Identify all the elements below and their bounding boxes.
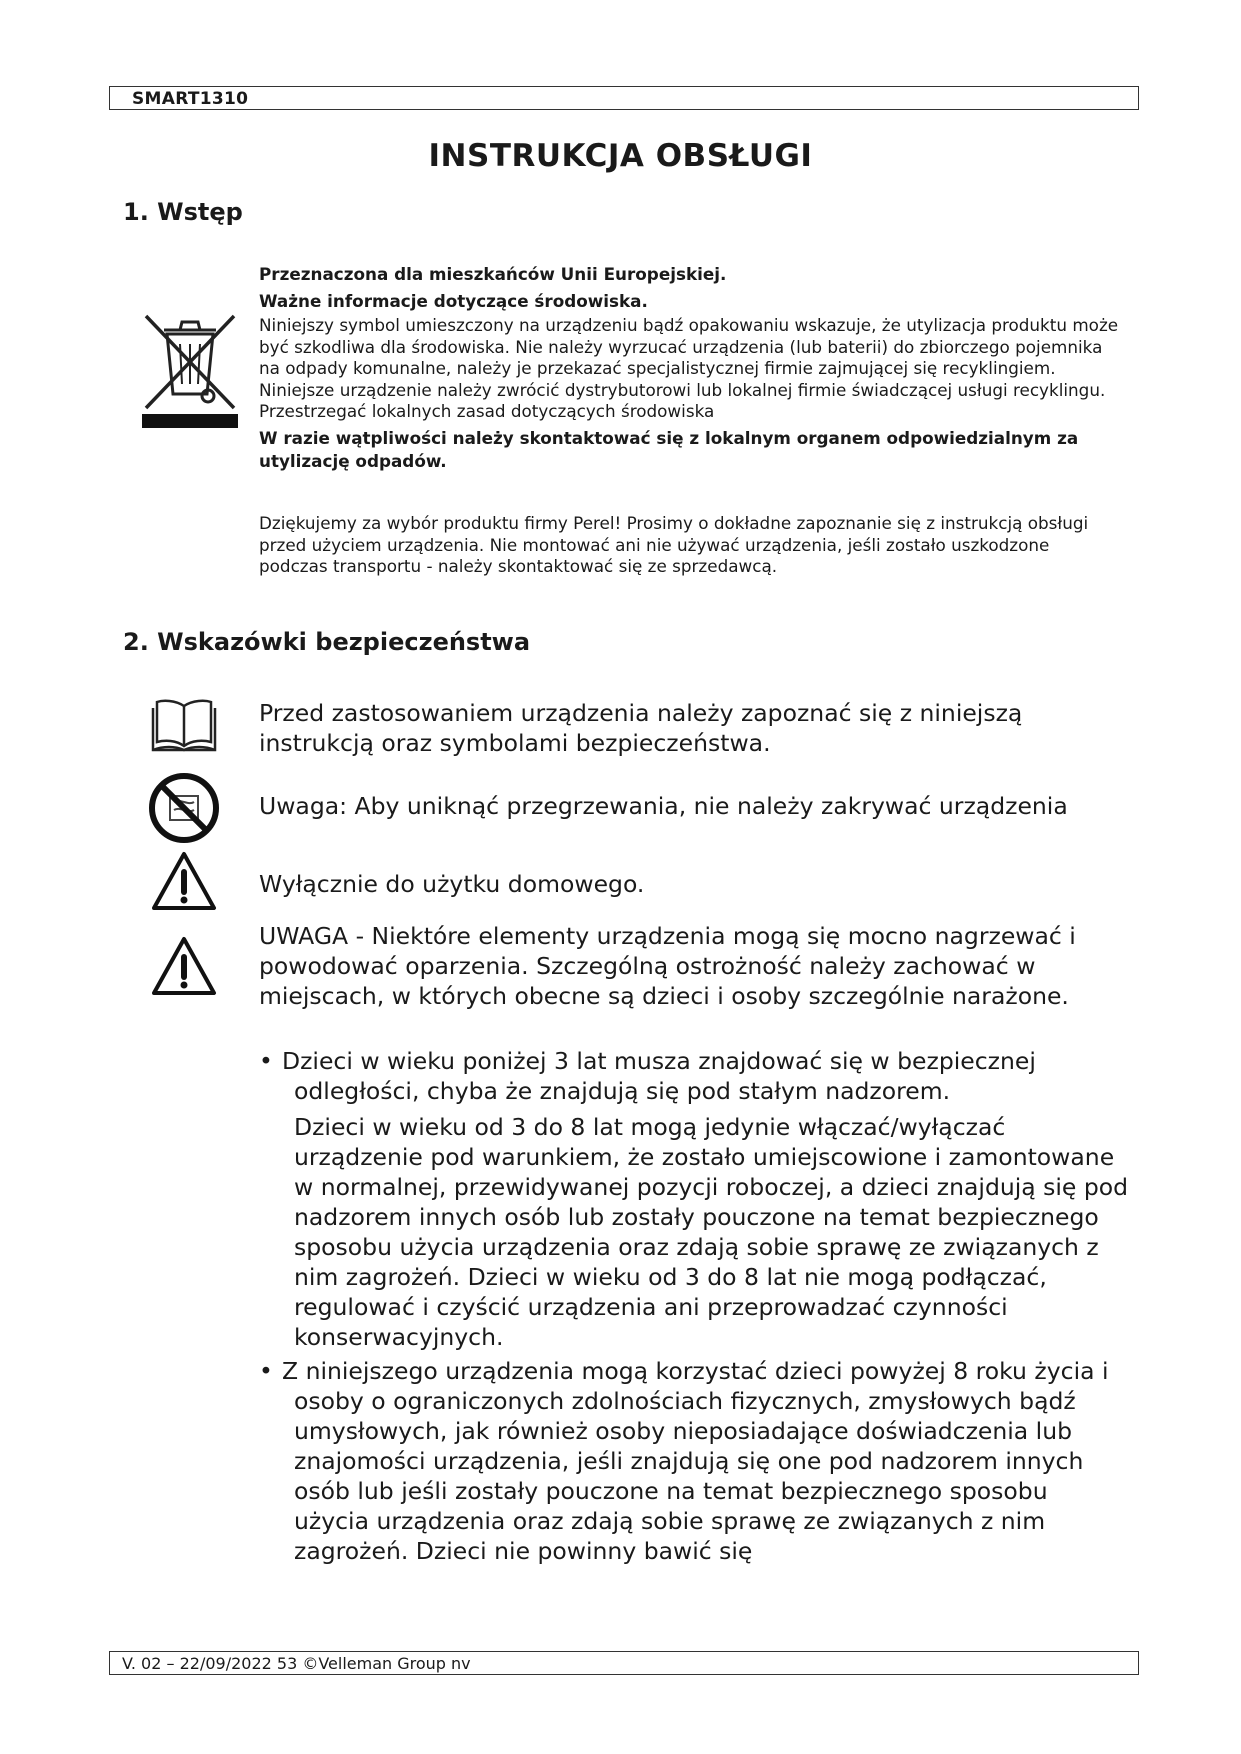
warning-triangle-icon bbox=[150, 850, 218, 912]
environment-info-line: Ważne informacje dotyczące środowiska. bbox=[259, 290, 648, 311]
bullet-paragraph: Z niniejszego urządzenia mogą korzystać dzieci powyżej 8 roku życia i osoby o ograniczonych zdolnościach fizycznych, zmysłowych bądź umysłowych, jak również osoby nieposiadające doświadczenia lub znajomości urządzenia, jeśli znajdują się one pod nadzorem innych osób lub jeśli zostały pouczone na temat bezpiecznego sposobu użycia urządzenia oraz zdają sobie sprawę ze związanych z nim zagrożeń. Dzieci nie powinny bawić się bbox=[282, 1357, 1109, 1565]
safety-read-manual: Przed zastosowaniem urządzenia należy zapoznać się z niniejszą instrukcją oraz symbolami bezpieczeństwa. bbox=[259, 699, 1023, 757]
section-heading-safety: 2. Wskazówki bezpieczeństwa bbox=[123, 628, 531, 656]
do-not-cover-icon bbox=[148, 772, 220, 844]
footer-version: V. 02 – 22/09/2022 53 ©Velleman Group nv bbox=[122, 1654, 471, 1673]
book-icon bbox=[151, 696, 217, 752]
bullet-icon: • bbox=[259, 1357, 273, 1385]
safety-household-only: Wyłącznie do użytku domowego. bbox=[259, 870, 645, 898]
bullet-paragraph: Dzieci w wieku od 3 do 8 lat mogą jedynie włączać/wyłączać urządzenie pod warunkiem, że zostało umiejscowione i zamontowane w normalnej, przewidywanej pozycji roboczej, a dzieci znajdują się pod nadzorem innych osób lub zostały pouczone na temat bezpiecznego sposobu użycia urządzenia oraz zdają sobie sprawę ze związanych z nim zagrożeń. Dzieci w wieku od 3 do 8 lat nie mogą podłączać, regulować i czyścić urządzenia ani przeprowadzać czynności konserwacyjnych. bbox=[294, 1113, 1129, 1351]
list-item bbox=[259, 1356, 1129, 1566]
bullet-paragraph: Dzieci w wieku poniżej 3 lat musza znajdować się w bezpiecznej odległości, chyba że znajdują się pod stałym nadzorem. bbox=[282, 1047, 1036, 1105]
disposal-warning: W razie wątpliwości należy skontaktować się z lokalnym organem odpowiedzialnym za utylizację odpadów. bbox=[259, 427, 1079, 471]
weee-crossed-bin-icon bbox=[140, 312, 240, 430]
safety-hot-surfaces: UWAGA - Niektóre elementy urządzenia mogą się mocno nagrzewać i powodować oparzenia. Szczególną ostrożność należy zachować w miejscach, w których obecne są dzieci i osoby szczególnie narażone. bbox=[259, 922, 1076, 1010]
list-item bbox=[259, 1046, 1129, 1352]
section-heading-intro: 1. Wstęp bbox=[123, 198, 243, 226]
eu-environment-info bbox=[259, 264, 1119, 473]
warning-triangle-icon bbox=[150, 935, 218, 997]
header-box bbox=[109, 86, 1139, 110]
disposal-instructions: Niniejszy symbol umieszczony na urządzeniu bądź opakowaniu wskazuje, że utylizacja produktu może być szkodliwa dla środowiska. Nie należy wyrzucać urządzenia (lub baterii) do zbiorczego pojemnika na odpady komunalne, należy je przekazać specjalistycznej firmie zajmującej się recyklingiem. Niniejsze urządzenie należy zwrócić dystrybutorowi lub lokalnej firmie świadczącej usługi recyklingu. Przestrzegać lokalnych zasad dotyczących środowiska bbox=[259, 315, 1119, 421]
thanks-paragraph: Dziękujemy za wybór produktu firmy Perel! Prosimy o dokładne zapoznanie się z instrukcją obsługi przed użyciem urządzenia. Nie montować ani nie używać urządzenia, jeśli zostało uszkodzone podczas transportu - należy skontaktować się ze sprzedawcą. bbox=[259, 513, 1089, 576]
footer-box bbox=[109, 1651, 1139, 1675]
bullet-icon: • bbox=[259, 1047, 273, 1075]
safety-do-not-cover: Uwaga: Aby uniknąć przegrzewania, nie należy zakrywać urządzenia bbox=[259, 792, 1068, 820]
safety-bullet-list bbox=[259, 1046, 1129, 1566]
page-title: INSTRUKCJA OBSŁUGI bbox=[428, 138, 813, 174]
model-code: SMART1310 bbox=[132, 89, 249, 109]
eu-residents-line: Przeznaczona dla mieszkańców Unii Europejskiej. bbox=[259, 264, 727, 284]
